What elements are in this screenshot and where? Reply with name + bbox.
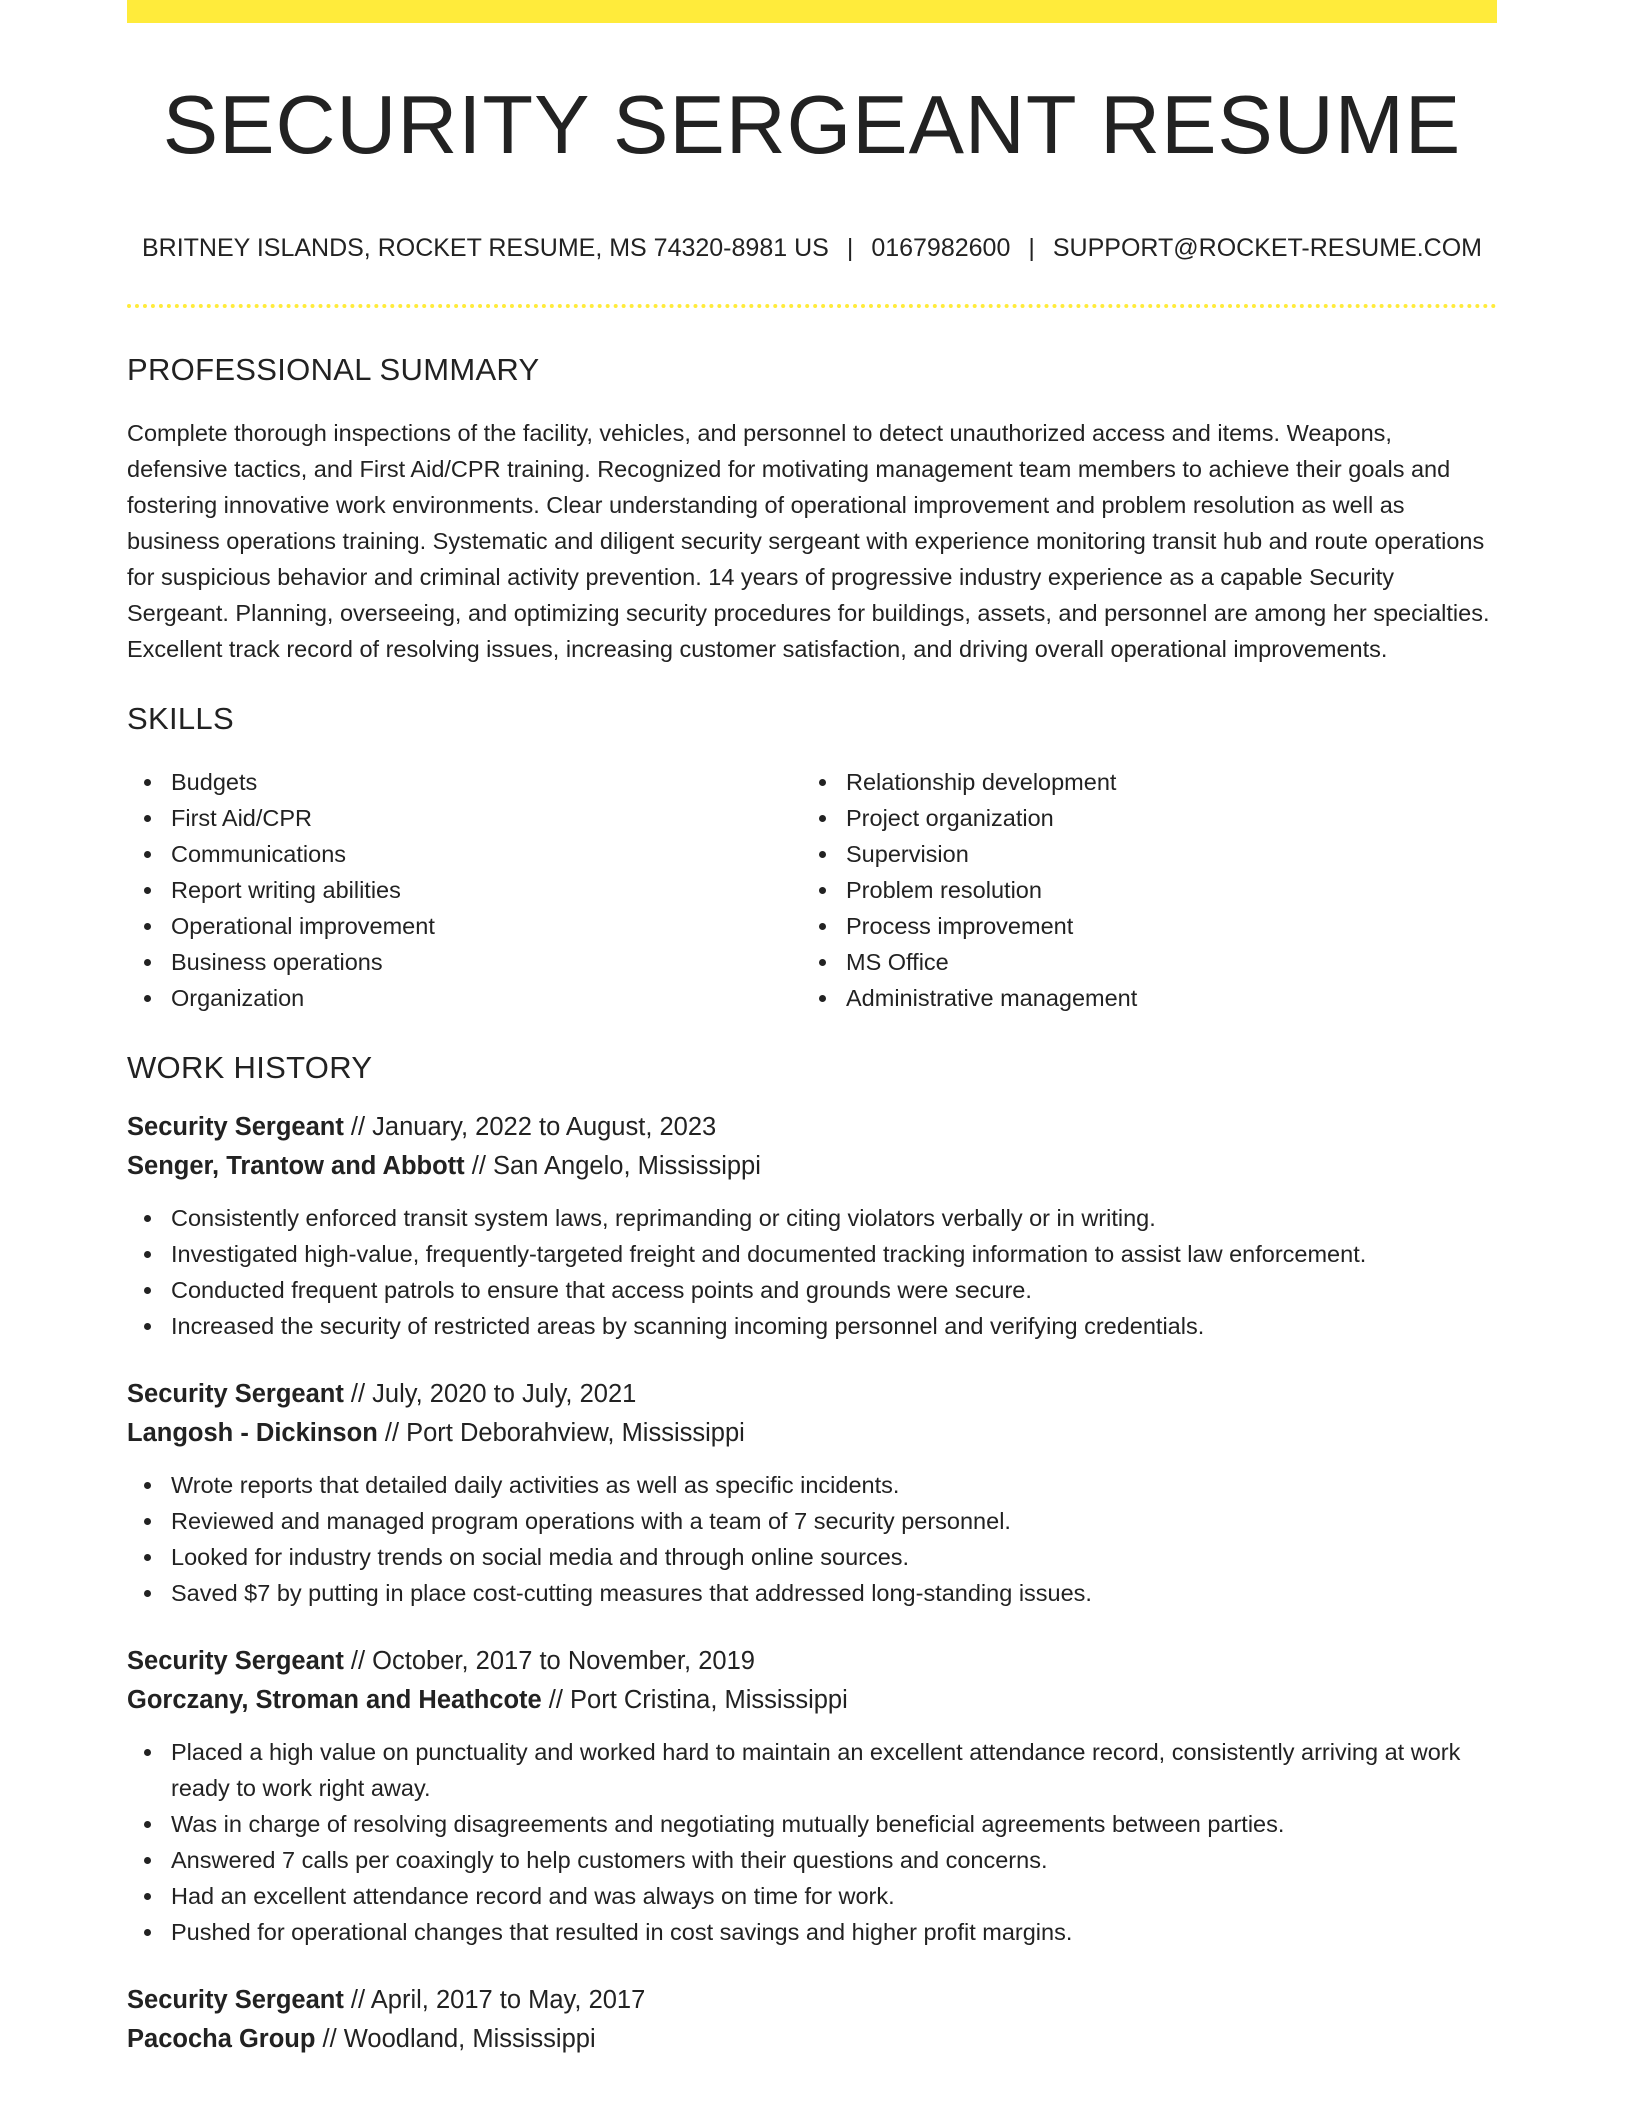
- summary-text: Complete thorough inspections of the facility, vehicles, and personnel to detect unauthorized access and items. Weapons, defensive tactics, and First Aid/CPR training. Recognized for motivating management team members to achieve their goals and fostering innovative work environments. Clear understanding of operational improvement and problem resolution as well as business operations training. Systematic and diligent security sergeant with experience monitoring transit hub and route operations for suspicious behavior and criminal activity prevention. 14 years of progressive industry experience as a capable Security Sergeant. Planning, overseeing, and optimizing security procedures for buildings, assets, and personnel are among her specialties. Excellent track record of resolving issues, increasing customer satisfaction, and driving overall operational improvements.: [127, 420, 1490, 662]
- contact-separator: |: [1028, 234, 1035, 262]
- job-role: Security Sergeant: [127, 1380, 344, 1408]
- job-entry: [127, 1108, 1497, 1344]
- skill-item: Communications: [127, 836, 802, 872]
- skill-item: Operational improvement: [127, 908, 802, 944]
- job-bullet: Saved $7 by putting in place cost-cutting measures that addressed long-standing issues.: [127, 1575, 1497, 1611]
- job-company: Gorczany, Stroman and Heathcote: [127, 1686, 542, 1714]
- job-bullets: [127, 1467, 1497, 1611]
- job-bullets: [127, 1200, 1497, 1344]
- accent-top-bar: [127, 0, 1497, 23]
- job-bullets: [127, 1734, 1497, 1950]
- job-location: // Port Cristina, Mississippi: [541, 1686, 848, 1714]
- section-title-summary: PROFESSIONAL SUMMARY: [127, 352, 540, 387]
- job-bullet: Investigated high-value, frequently-targeted freight and documented tracking information to assist law enforcement.: [127, 1236, 1497, 1272]
- job-role-line: [127, 1981, 1497, 2020]
- section-title-work-history: WORK HISTORY: [127, 1050, 373, 1085]
- job-bullet: Conducted frequent patrols to ensure that access points and grounds were secure.: [127, 1272, 1497, 1308]
- skill-item: Process improvement: [802, 908, 1477, 944]
- skill-item: Administrative management: [802, 980, 1477, 1016]
- job-company: Langosh - Dickinson: [127, 1419, 378, 1447]
- contact-separator: |: [846, 234, 854, 262]
- job-bullet: Looked for industry trends on social media and through online sources.: [127, 1539, 1497, 1575]
- job-bullet: Wrote reports that detailed daily activities as well as specific incidents.: [127, 1467, 1497, 1503]
- job-role-line: [127, 1108, 1497, 1147]
- skill-item: Project organization: [802, 800, 1477, 836]
- skill-item: Budgets: [127, 764, 802, 800]
- job-location: // San Angelo, Mississippi: [464, 1152, 761, 1180]
- skills-column-right: [802, 764, 1477, 1016]
- skill-item: Report writing abilities: [127, 872, 802, 908]
- job-company-line: [127, 1414, 1497, 1453]
- resume-title: SECURITY SERGEANT RESUME: [162, 78, 1462, 171]
- resume-page: [127, 0, 1497, 2059]
- skills-column-left: [127, 764, 802, 1016]
- skill-item: Supervision: [802, 836, 1477, 872]
- job-role: Security Sergeant: [127, 1647, 344, 1675]
- job-company: Senger, Trantow and Abbott: [127, 1152, 465, 1180]
- job-dates: // October, 2017 to November, 2019: [343, 1647, 755, 1675]
- job-company-line: [127, 1681, 1497, 1720]
- contact-line: [127, 236, 1497, 261]
- contact-address: BRITNEY ISLANDS, ROCKET RESUME, MS 74320-8981 US: [141, 234, 829, 262]
- job-dates: // January, 2022 to August, 2023: [343, 1113, 717, 1141]
- job-location: // Woodland, Mississippi: [315, 2025, 596, 2053]
- job-bullet: Answered 7 calls per coaxingly to help customers with their questions and concerns.: [127, 1842, 1497, 1878]
- skill-item: First Aid/CPR: [127, 800, 802, 836]
- job-role-line: [127, 1642, 1497, 1681]
- job-entry: [127, 1375, 1497, 1611]
- contact-phone: 0167982600: [871, 234, 1011, 262]
- skill-item: Problem resolution: [802, 872, 1477, 908]
- job-entry: [127, 1642, 1497, 1950]
- contact-email[interactable]: SUPPORT@ROCKET-RESUME.COM: [1052, 234, 1482, 262]
- job-dates: // July, 2020 to July, 2021: [343, 1380, 637, 1408]
- job-bullet: Consistently enforced transit system laws, reprimanding or citing violators verbally or in writing.: [127, 1200, 1497, 1236]
- job-role: Security Sergeant: [127, 1113, 344, 1141]
- job-bullet: Was in charge of resolving disagreements and negotiating mutually beneficial agreements between parties.: [127, 1806, 1497, 1842]
- work-history: [127, 1108, 1497, 2059]
- section-title-skills: SKILLS: [127, 701, 234, 736]
- job-bullet: Placed a high value on punctuality and worked hard to maintain an excellent attendance record, consistently arriving at work ready to work right away.: [127, 1734, 1497, 1806]
- skill-item: MS Office: [802, 944, 1477, 980]
- skill-item: Organization: [127, 980, 802, 1016]
- job-company: Pacocha Group: [127, 2025, 316, 2053]
- job-dates: // April, 2017 to May, 2017: [343, 1986, 646, 2014]
- job-bullet: Increased the security of restricted areas by scanning incoming personnel and verifying credentials.: [127, 1308, 1497, 1344]
- dotted-divider: [127, 304, 1497, 308]
- job-bullet: Had an excellent attendance record and was always on time for work.: [127, 1878, 1497, 1914]
- job-role: Security Sergeant: [127, 1986, 344, 2014]
- job-bullet: Reviewed and managed program operations with a team of 7 security personnel.: [127, 1503, 1497, 1539]
- job-bullet: Pushed for operational changes that resulted in cost savings and higher profit margins.: [127, 1914, 1497, 1950]
- job-company-line: [127, 1147, 1497, 1186]
- job-entry: [127, 1981, 1497, 2059]
- skills-list: [127, 764, 1497, 1016]
- job-company-line: [127, 2020, 1497, 2059]
- skill-item: Relationship development: [802, 764, 1477, 800]
- job-role-line: [127, 1375, 1497, 1414]
- skill-item: Business operations: [127, 944, 802, 980]
- job-location: // Port Deborahview, Mississippi: [377, 1419, 745, 1447]
